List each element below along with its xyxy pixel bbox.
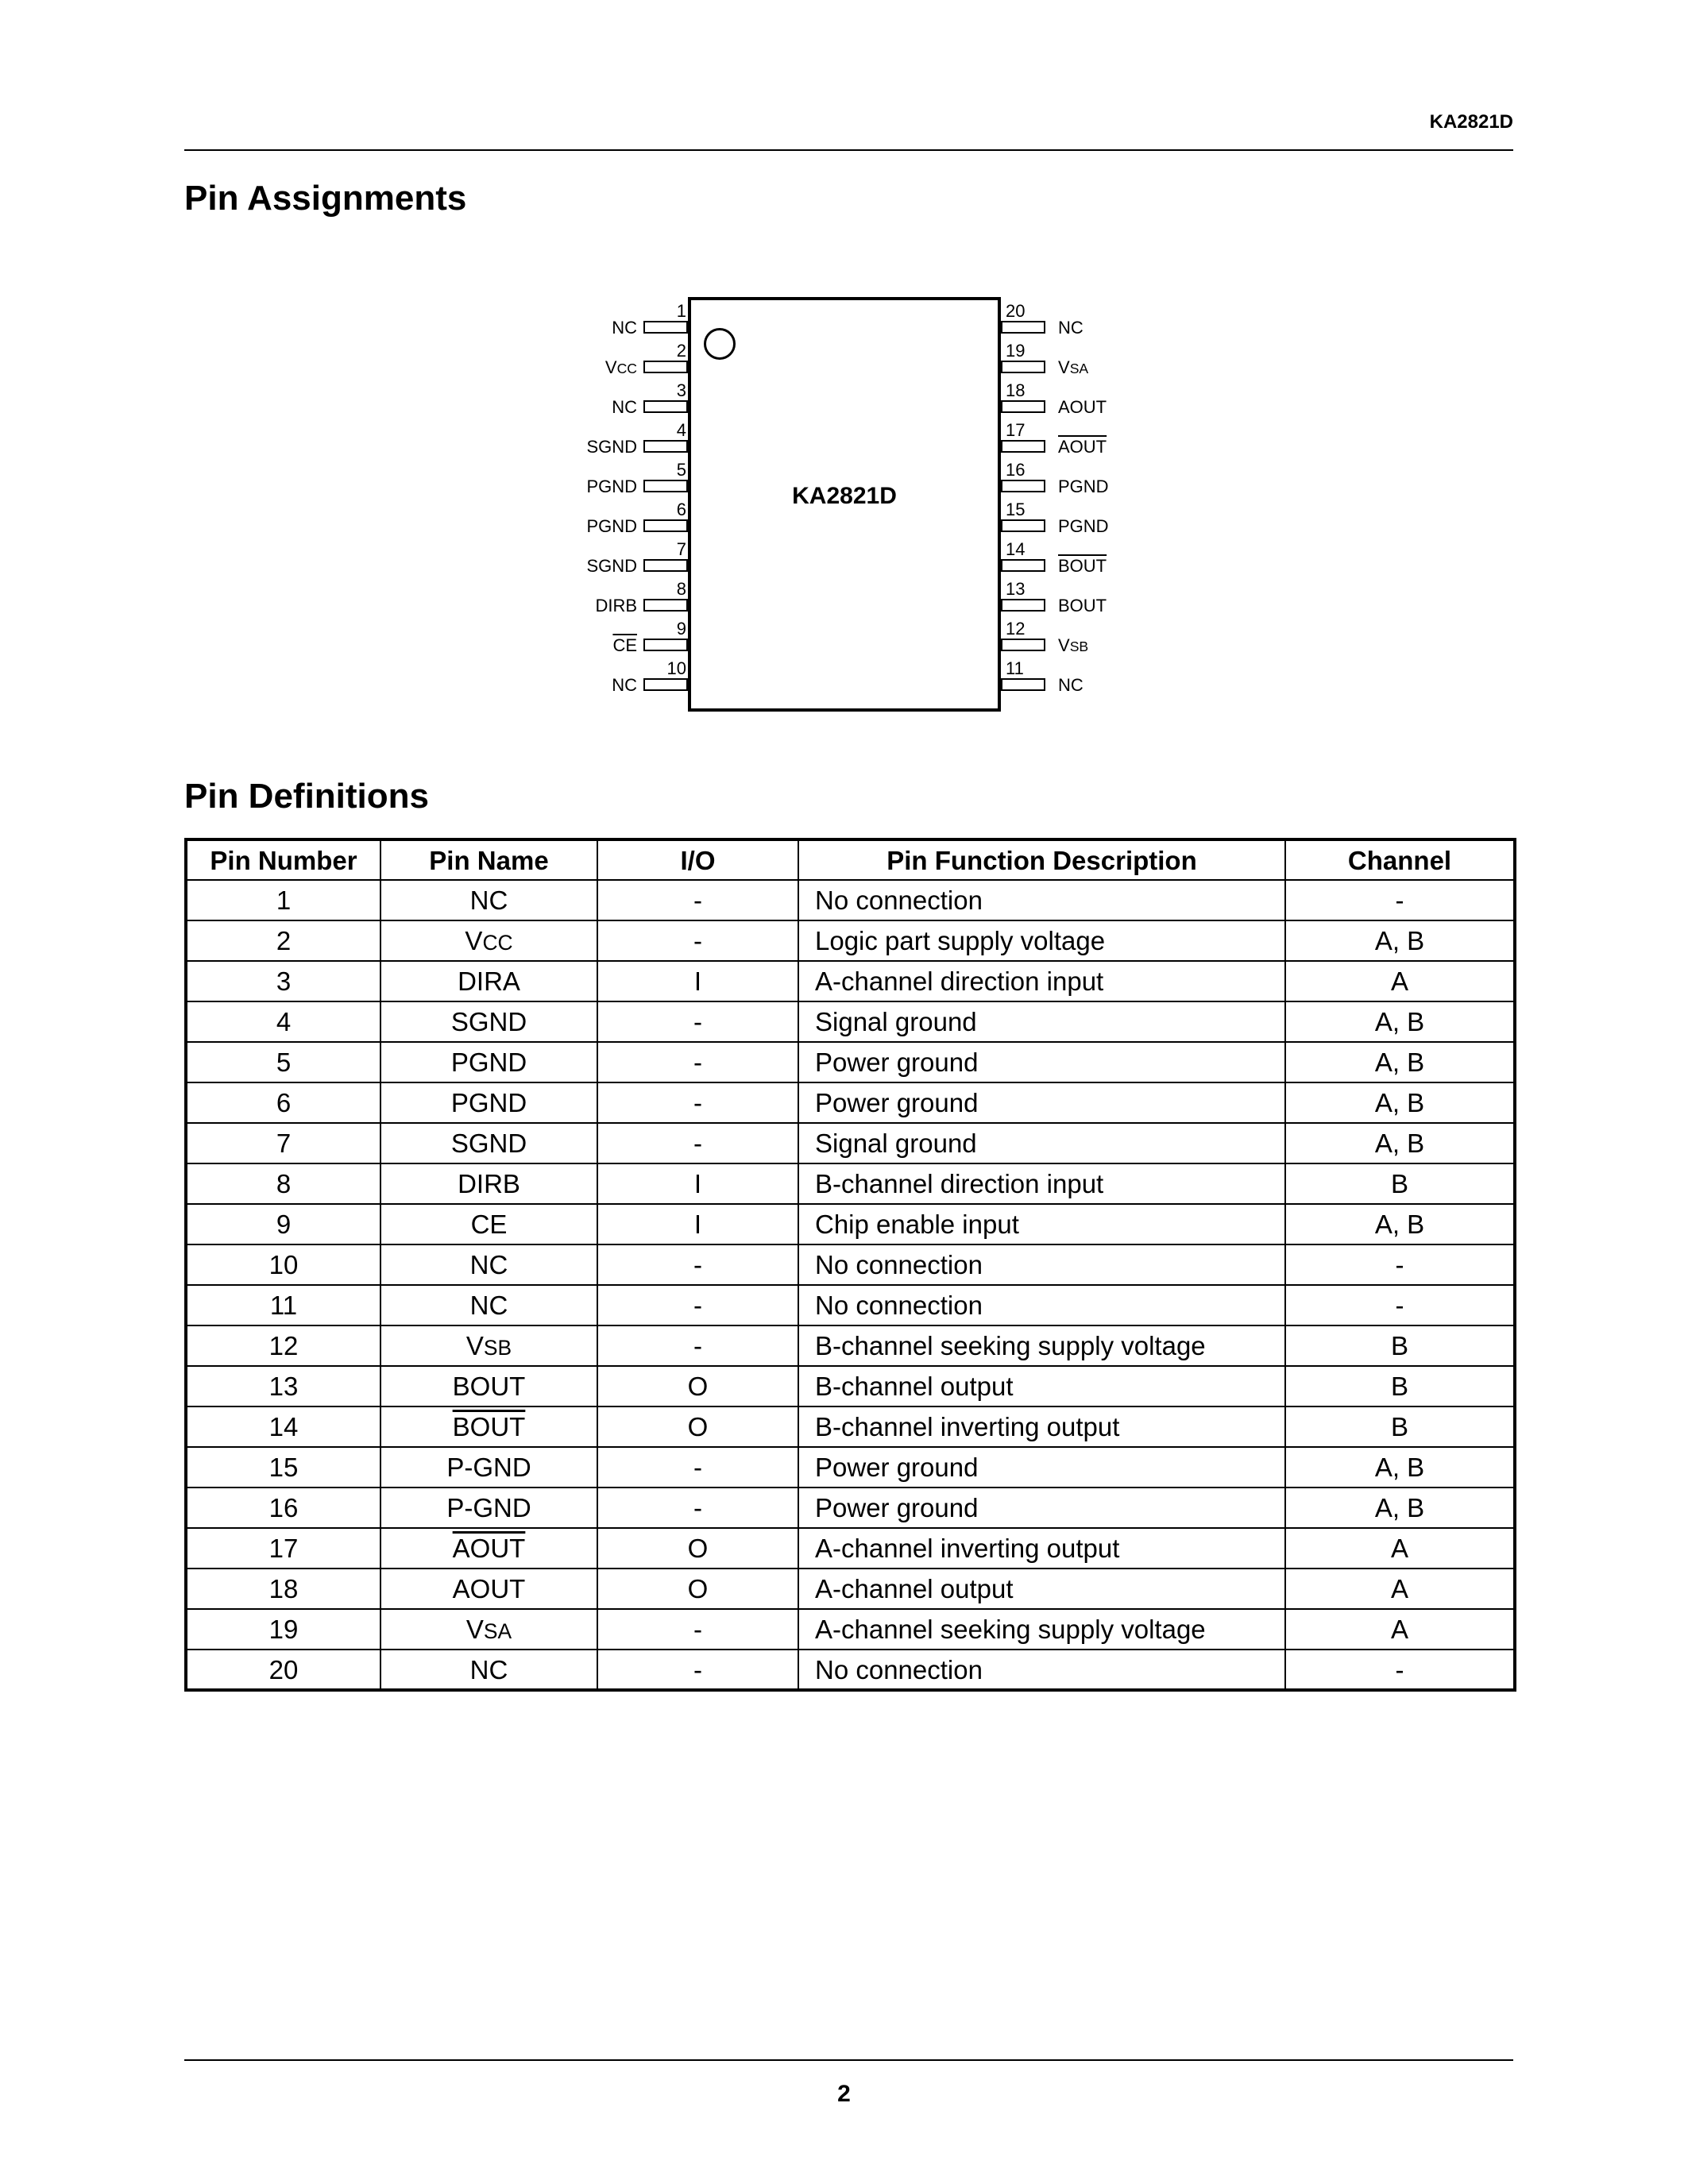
table-row <box>186 1569 1515 1609</box>
cell-description: A-channel direction input <box>798 961 1285 1001</box>
pin-name-label <box>1058 477 1109 497</box>
cell-pin-number: 18 <box>186 1569 380 1609</box>
cell-pin-name <box>380 1406 597 1447</box>
cell-io: - <box>597 1650 798 1690</box>
cell-pin-number: 19 <box>186 1609 380 1650</box>
chip-label: KA2821D <box>792 483 897 509</box>
cell-channel: A, B <box>1285 1042 1515 1082</box>
cell-channel: B <box>1285 1325 1515 1366</box>
table-row <box>186 1285 1515 1325</box>
pin-name-label <box>550 477 637 497</box>
cell-io: I <box>597 961 798 1001</box>
cell-io: - <box>597 880 798 920</box>
pin-name-text: NC <box>469 1250 508 1279</box>
cell-channel: A, B <box>1285 1001 1515 1042</box>
pin-name-label <box>550 675 637 696</box>
pin-name-label <box>550 556 637 577</box>
cell-pin-name <box>380 1001 597 1042</box>
cell-pin-name <box>380 1366 597 1406</box>
pin-number-label: 10 <box>666 658 686 678</box>
pin-stub-left <box>643 678 688 691</box>
cell-io: - <box>597 1609 798 1650</box>
pin-name-subscript: CC <box>482 931 513 955</box>
pin-name-label <box>1058 635 1088 656</box>
pin-number-label: 18 <box>1006 380 1026 400</box>
cell-description: Power ground <box>798 1042 1285 1082</box>
cell-pin-name <box>380 1082 597 1123</box>
pin-name-text: DIRB <box>595 596 637 615</box>
pin-name-text: BOUT <box>1058 596 1107 615</box>
cell-description: A-channel seeking supply voltage <box>798 1609 1285 1650</box>
cell-pin-name <box>380 1569 597 1609</box>
table-row <box>186 1204 1515 1244</box>
pin-name-text: NC <box>469 886 508 915</box>
pin-name-text: AOUT <box>1058 437 1107 457</box>
footer-divider <box>184 2059 1513 2061</box>
cell-channel: B <box>1285 1163 1515 1204</box>
pin-name-text: AOUT <box>1058 397 1107 417</box>
header-channel: Channel <box>1285 839 1515 880</box>
pin-stub-right <box>1001 400 1045 413</box>
pin-stub-left <box>643 599 688 612</box>
cell-pin-name <box>380 1244 597 1285</box>
cell-channel: - <box>1285 1650 1515 1690</box>
pin-number-label: 6 <box>676 500 686 519</box>
table-row <box>186 1123 1515 1163</box>
cell-channel: B <box>1285 1406 1515 1447</box>
pin-stub-left <box>643 480 688 492</box>
cell-pin-number: 20 <box>186 1650 380 1690</box>
cell-io: - <box>597 1285 798 1325</box>
cell-description: A-channel output <box>798 1569 1285 1609</box>
cell-pin-number: 17 <box>186 1528 380 1569</box>
header-pin-name: Pin Name <box>380 839 597 880</box>
pin-name-label <box>1058 556 1107 577</box>
pin-name-text: $\overline{CE}$ <box>612 635 637 655</box>
pin-number-label: 20 <box>1006 301 1026 321</box>
cell-pin-name <box>380 1447 597 1488</box>
cell-pin-name <box>380 1123 597 1163</box>
pin-name-text: BOUT <box>1058 556 1107 576</box>
cell-pin-number: 1 <box>186 880 380 920</box>
pin-number-label: 2 <box>676 341 686 361</box>
cell-description: No connection <box>798 1285 1285 1325</box>
pin-stub-right <box>1001 599 1045 612</box>
header-part-number: KA2821D <box>1429 111 1513 133</box>
pin-stub-right <box>1001 678 1045 691</box>
pin-number-label: 13 <box>1006 579 1026 599</box>
cell-io: - <box>597 1244 798 1285</box>
table-row <box>186 880 1515 920</box>
table-row <box>186 1001 1515 1042</box>
cell-description: Power ground <box>798 1082 1285 1123</box>
pin-stub-right <box>1001 480 1045 492</box>
pin-stub-left <box>643 639 688 651</box>
cell-io: - <box>597 1123 798 1163</box>
cell-description: B-channel seeking supply voltage <box>798 1325 1285 1366</box>
pin-name-text: NC <box>612 397 637 417</box>
pin-name-text: SGND <box>450 1007 527 1036</box>
cell-channel: A, B <box>1285 1488 1515 1528</box>
cell-pin-name <box>380 1325 597 1366</box>
pin-number-label: 19 <box>1006 341 1026 361</box>
cell-description: No connection <box>798 880 1285 920</box>
pin-name-label <box>550 318 637 338</box>
pin-name-text: NC <box>612 318 637 338</box>
pin-stub-right <box>1001 559 1045 572</box>
pin-definitions-heading: Pin Definitions <box>184 777 429 816</box>
pin-name-text: BOUT <box>452 1372 526 1401</box>
pin-name-text: V <box>1058 635 1070 655</box>
pin-number-label: 15 <box>1006 500 1026 519</box>
pin-name-text: V <box>465 926 483 955</box>
cell-pin-number: 13 <box>186 1366 380 1406</box>
cell-pin-name <box>380 1204 597 1244</box>
pin-name-text: AOUT <box>452 1534 526 1563</box>
header-description: Pin Function Description <box>798 839 1285 880</box>
cell-pin-name <box>380 1488 597 1528</box>
cell-io: - <box>597 1447 798 1488</box>
cell-pin-number: 8 <box>186 1163 380 1204</box>
cell-channel: - <box>1285 880 1515 920</box>
pin-name-label <box>1058 437 1107 457</box>
pin-name-label <box>550 635 637 656</box>
pin-name-text: NC <box>1058 318 1083 338</box>
cell-pin-name <box>380 1609 597 1650</box>
cell-io: O <box>597 1528 798 1569</box>
cell-pin-number: 3 <box>186 961 380 1001</box>
pin-name-text: NC <box>469 1291 508 1320</box>
cell-description: Power ground <box>798 1488 1285 1528</box>
cell-pin-name <box>380 1042 597 1082</box>
table-row <box>186 1447 1515 1488</box>
cell-io: - <box>597 1042 798 1082</box>
cell-channel: - <box>1285 1285 1515 1325</box>
pin-name-text: AOUT <box>452 1574 526 1603</box>
cell-description: B-channel output <box>798 1366 1285 1406</box>
cell-description: Signal ground <box>798 1001 1285 1042</box>
pin-name-label <box>1058 675 1083 696</box>
pin-name-text: SGND <box>450 1129 527 1158</box>
cell-io: - <box>597 1488 798 1528</box>
page-number: 2 <box>837 2081 851 2107</box>
pin-name-text: SGND <box>586 556 637 576</box>
cell-pin-number: 6 <box>186 1082 380 1123</box>
cell-description: Logic part supply voltage <box>798 920 1285 961</box>
pin-stub-right <box>1001 639 1045 651</box>
pin-name-label <box>550 516 637 537</box>
cell-description: No connection <box>798 1244 1285 1285</box>
pin-name-text: PGND <box>450 1088 527 1117</box>
pin-number-label: 11 <box>1006 658 1024 678</box>
table-row <box>186 920 1515 961</box>
header-io: I/O <box>597 839 798 880</box>
pin-name-text: PGND <box>450 1048 527 1077</box>
table-row <box>186 1325 1515 1366</box>
pin-diagram <box>556 287 1160 724</box>
pin-name-text: V <box>1058 357 1070 377</box>
cell-description: Chip enable input <box>798 1204 1285 1244</box>
cell-pin-number: 5 <box>186 1042 380 1082</box>
cell-pin-number: 7 <box>186 1123 380 1163</box>
pin-number-label: 7 <box>676 539 686 559</box>
cell-channel: A <box>1285 1609 1515 1650</box>
pin-stub-left <box>643 519 688 532</box>
pin-name-subscript: SB <box>483 1336 512 1360</box>
cell-pin-name <box>380 1650 597 1690</box>
pin-name-text: DIRB <box>458 1169 520 1198</box>
cell-description: Power ground <box>798 1447 1285 1488</box>
cell-io: O <box>597 1366 798 1406</box>
cell-channel: B <box>1285 1366 1515 1406</box>
pin-name-text: PGND <box>1058 477 1109 496</box>
header-divider <box>184 149 1513 151</box>
pin-stub-left <box>643 559 688 572</box>
cell-pin-name <box>380 1163 597 1204</box>
pin-name-text: SGND <box>586 437 637 457</box>
table-row <box>186 1366 1515 1406</box>
cell-io: - <box>597 1001 798 1042</box>
pin-number-label: 3 <box>676 380 686 400</box>
pin-number-label: 14 <box>1006 539 1026 559</box>
pin-assignments-heading: Pin Assignments <box>184 179 467 218</box>
table-row <box>186 1528 1515 1569</box>
cell-channel: A, B <box>1285 1447 1515 1488</box>
cell-channel: A, B <box>1285 920 1515 961</box>
pin-stub-left <box>643 400 688 413</box>
pin-definitions-table <box>184 838 1516 1692</box>
pin-number-label: 5 <box>676 460 686 480</box>
cell-channel: - <box>1285 1244 1515 1285</box>
cell-pin-name <box>380 880 597 920</box>
cell-io: I <box>597 1204 798 1244</box>
cell-io: - <box>597 1325 798 1366</box>
cell-channel: A <box>1285 961 1515 1001</box>
pin-stub-right <box>1001 440 1045 453</box>
pin-name-label <box>1058 357 1088 378</box>
pin-name-text: BOUT <box>452 1412 526 1441</box>
pin-name-text: P-GND <box>446 1453 531 1482</box>
pin-stub-right <box>1001 361 1045 373</box>
table-row <box>186 1650 1515 1690</box>
cell-pin-name <box>380 961 597 1001</box>
pin-name-text: V <box>465 1615 484 1644</box>
cell-io: - <box>597 1082 798 1123</box>
pin-name-label <box>1058 397 1107 418</box>
pin-name-subscript: SA <box>483 1619 512 1643</box>
table-row <box>186 1042 1515 1082</box>
cell-description: B-channel inverting output <box>798 1406 1285 1447</box>
pin-name-text: CE <box>470 1210 508 1239</box>
pin-name-label <box>550 357 637 378</box>
cell-pin-name <box>380 1528 597 1569</box>
pin-number-label: 4 <box>676 420 686 440</box>
table-row <box>186 1609 1515 1650</box>
pin-number-label: 8 <box>676 579 686 599</box>
pin-name-label <box>1058 516 1109 537</box>
cell-io: O <box>597 1569 798 1609</box>
pin-name-text: DIRA <box>458 967 520 996</box>
table-row <box>186 1082 1515 1123</box>
cell-description: Signal ground <box>798 1123 1285 1163</box>
cell-pin-number: 9 <box>186 1204 380 1244</box>
pin-name-label <box>550 437 637 457</box>
pin-name-text: NC <box>612 675 637 695</box>
pin-number-label: 12 <box>1006 619 1026 639</box>
pin-name-text: V <box>605 357 617 377</box>
header-pin-number: Pin Number <box>186 839 380 880</box>
cell-channel: A <box>1285 1569 1515 1609</box>
cell-pin-number: 2 <box>186 920 380 961</box>
cell-pin-number: 12 <box>186 1325 380 1366</box>
pin-stub-right <box>1001 321 1045 334</box>
cell-pin-number: 11 <box>186 1285 380 1325</box>
cell-channel: A <box>1285 1528 1515 1569</box>
pin-name-label <box>1058 596 1107 616</box>
table-row <box>186 1488 1515 1528</box>
pin-name-text: V <box>465 1331 484 1360</box>
pin-name-text: P-GND <box>446 1493 531 1522</box>
pin-name-text: PGND <box>586 477 637 496</box>
pin-name-subscript: SA <box>1069 361 1089 376</box>
cell-io: O <box>597 1406 798 1447</box>
pin-name-label <box>550 397 637 418</box>
table-header-row <box>186 839 1515 880</box>
table-row <box>186 1163 1515 1204</box>
pin-name-text: PGND <box>1058 516 1109 536</box>
cell-pin-number: 10 <box>186 1244 380 1285</box>
pin-stub-left <box>643 321 688 334</box>
table-row <box>186 1406 1515 1447</box>
cell-description: B-channel direction input <box>798 1163 1285 1204</box>
pin-name-text: PGND <box>586 516 637 536</box>
pin-stub-left <box>643 440 688 453</box>
cell-pin-name <box>380 920 597 961</box>
table-row <box>186 1244 1515 1285</box>
cell-description: No connection <box>798 1650 1285 1690</box>
pin-name-subscript: CC <box>616 361 637 376</box>
cell-io: I <box>597 1163 798 1204</box>
pin1-marker-dot <box>704 328 736 360</box>
pin-name-label <box>1058 318 1083 338</box>
cell-pin-number: 14 <box>186 1406 380 1447</box>
pin-number-label: 16 <box>1006 460 1026 480</box>
cell-pin-name <box>380 1285 597 1325</box>
pin-name-text: NC <box>1058 675 1083 695</box>
table-row <box>186 961 1515 1001</box>
pin-stub-left <box>643 361 688 373</box>
pin-name-label <box>550 596 637 616</box>
cell-pin-number: 4 <box>186 1001 380 1042</box>
cell-channel: A, B <box>1285 1204 1515 1244</box>
cell-description: A-channel inverting output <box>798 1528 1285 1569</box>
pin-stub-right <box>1001 519 1045 532</box>
pin-name-text: NC <box>469 1654 508 1684</box>
pin-number-label: 9 <box>676 619 686 639</box>
cell-channel: A, B <box>1285 1082 1515 1123</box>
cell-channel: A, B <box>1285 1123 1515 1163</box>
pin-number-label: 1 <box>676 301 686 321</box>
cell-pin-number: 16 <box>186 1488 380 1528</box>
cell-pin-number: 15 <box>186 1447 380 1488</box>
pin-number-label: 17 <box>1006 420 1026 440</box>
pin-name-subscript: SB <box>1069 639 1089 654</box>
cell-io: - <box>597 920 798 961</box>
